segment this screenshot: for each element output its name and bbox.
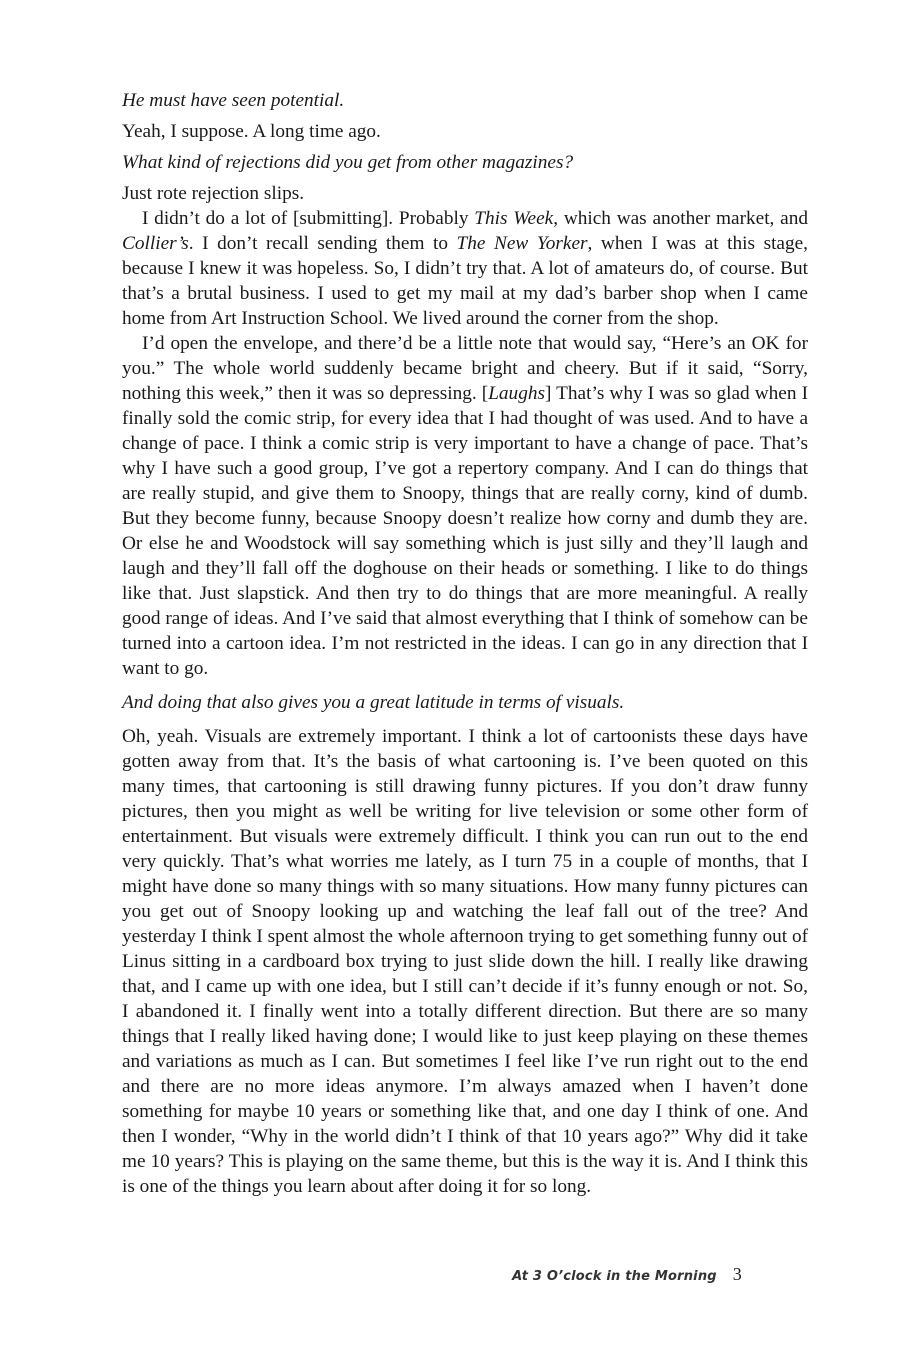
magazine-title: Collier’s <box>122 233 189 254</box>
text-run: , when I was at this stage, because I knew it was hopeless. So, I didn’t try that. A lot of amateurs do, of course. But that’s a brutal business. I used to get my mail at my dad’s barber shop when I came home from Art Instruction School. We lived around the corner from the shop. <box>122 233 809 329</box>
text-run: ] That’s why I was so glad when I finally sold the comic strip, for every idea that I had thought of was used. And to have a change of pace. I think a comic strip is very important to have a change of pace. That’s why I have such a good group, I’ve got a repertory company. And I can do things that are really stupid, and give them to Snoopy, things that are really corny, kind of dumb. But they become funny, because Snoopy doesn’t realize how corny and dumb they are. Or else he and Woodstock will say something which is just silly and they’ll laugh and laugh and they’ll fall off the doghouse on their heads or something. I like to do things like that. Just slapstick. And then try to do things that are more meaningful. A really good range of ideas. And I’ve said that almost everything that I think of somehow can be turned into a cartoon idea. I’m not restricted in the ideas. I can go in any direction that I want to go. <box>122 383 808 679</box>
answer-2-paragraph-2 <box>122 206 808 331</box>
text-run: , which was another market, and <box>553 208 808 229</box>
text-run: I didn’t do a lot of [submitting]. Probably <box>142 208 475 229</box>
page-body <box>122 88 808 1199</box>
answer-1: Yeah, I suppose. A long time ago. <box>122 121 381 142</box>
answer-2-paragraph-3 <box>122 331 808 681</box>
question-1: He must have seen potential. <box>122 90 345 111</box>
answer-2-paragraph-1: Just rote rejection slips. <box>122 183 305 204</box>
question-3: And doing that also gives you a great latitude in terms of visuals. <box>122 692 625 713</box>
magazine-title: This Week <box>474 208 554 229</box>
page-number: 3 <box>732 1264 742 1284</box>
stage-direction: Laughs <box>488 383 545 404</box>
answer-3: Oh, yeah. Visuals are extremely important. I think a lot of cartoonists these days have gotten away from that. It’s the basis of what cartooning is. I’ve been quoted on this many times, that cartooning is still drawing funny pictures. If you don’t draw funny pictures, then you might as well be writing for live television or some other form of entertainment. But visuals were extremely difficult. I think you can run out to the end very quickly. That’s what worries me lately, as I turn 75 in a couple of months, that I might have done so many things with so many situations. How many funny pictures can you get out of Snoopy looking up and watching the leaf fall out of the tree? And yesterday I think I spent almost the whole afternoon trying to get something funny out of Linus sitting in a cardboard box trying to just slide down the hill. I really like drawing that, and I came up with one idea, but I still can’t decide if it’s funny enough or not. So, I abandoned it. I finally went into a totally different direction. But there are so many things that I really liked having done; I would like to just keep playing on these themes and variations as much as I can. But sometimes I feel like I’ve run right out to the end and there are no more ideas anymore. I’m always amazed when I haven’t done something for maybe 10 years or something like that, and one day I think of one. And then I wonder, “Why in the world didn’t I think of that 10 years ago?” Why did it take me 10 years? This is playing on the same theme, but this is the way it is. And I think this is one of the things you learn about after doing it for so long. <box>122 726 808 1197</box>
question-2: What kind of rejections did you get from other magazines? <box>122 152 574 173</box>
page-footer <box>512 1264 742 1285</box>
running-title: At 3 O’clock in the Morning <box>512 1269 717 1284</box>
text-run: I’d open the envelope, and there’d be a little note that would say, “Here’s an OK for you.” The whole world suddenly became bright and cheery. But if it said, “Sorry, nothing this week,” then it was so depressing. [ <box>122 333 808 404</box>
magazine-title: The New Yorker <box>456 233 588 254</box>
text-run: . I don’t recall sending them to <box>188 233 457 254</box>
